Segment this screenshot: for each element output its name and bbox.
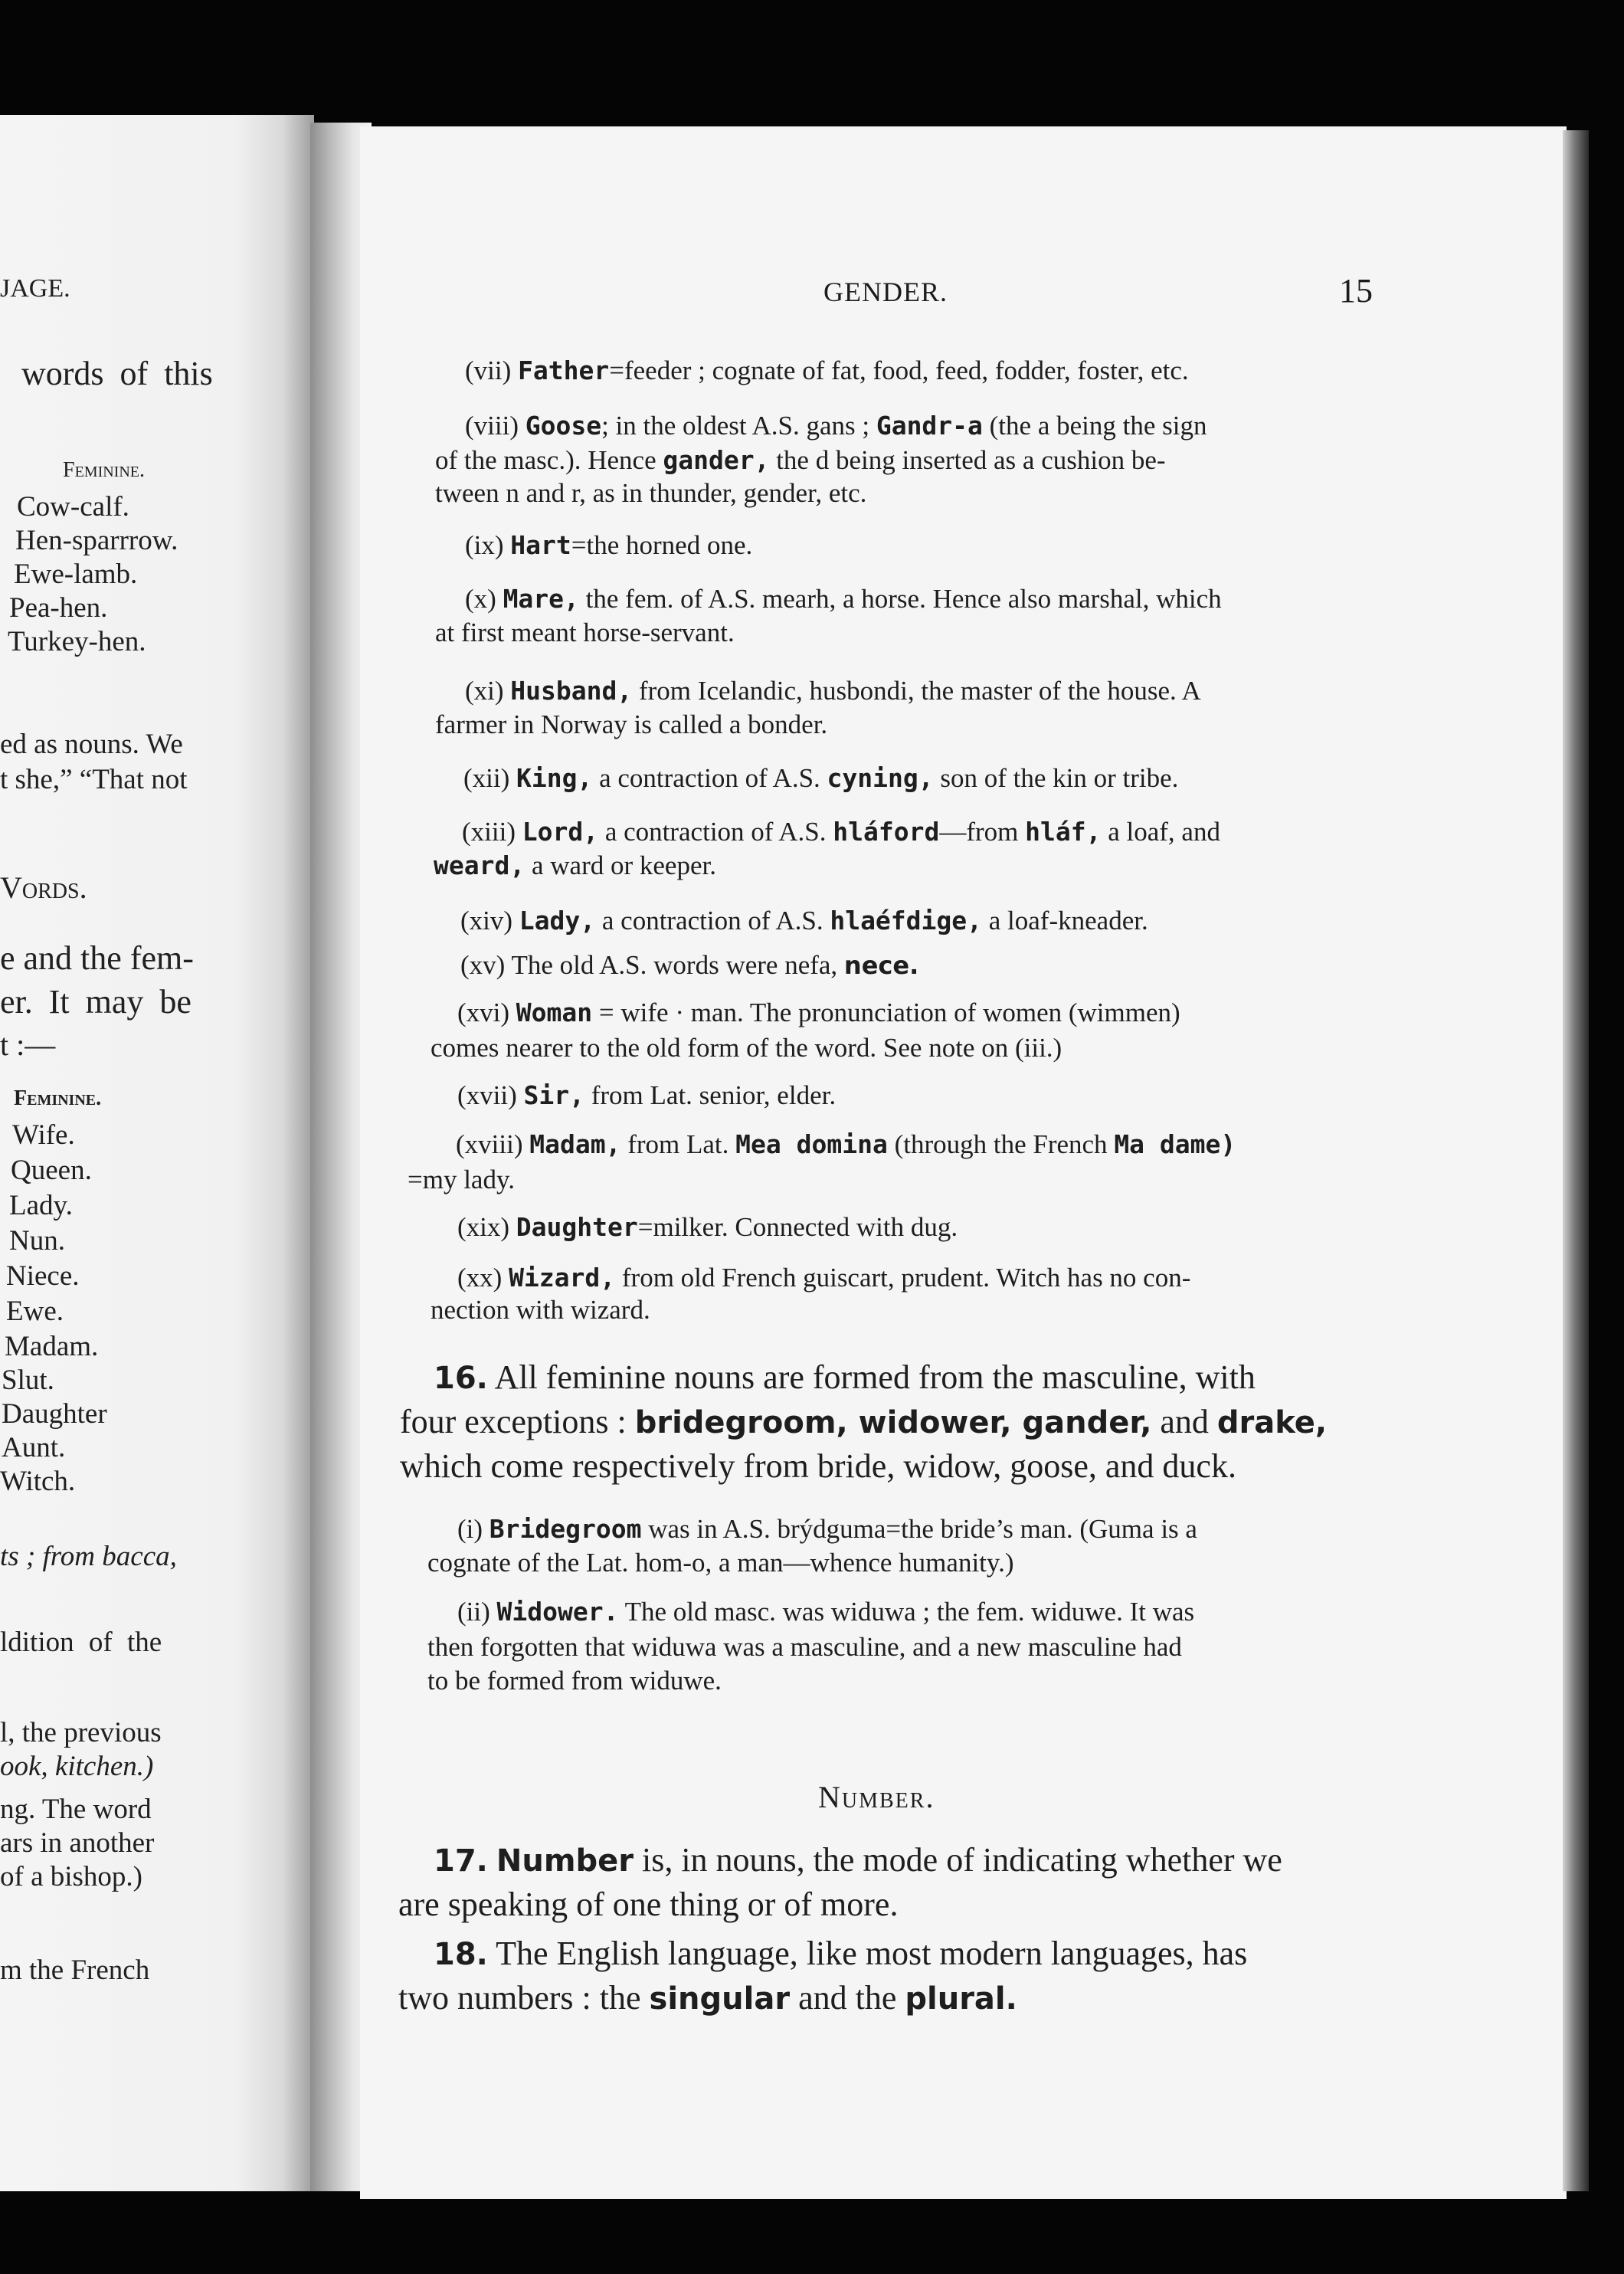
left-line: ed as nouns. We — [0, 729, 183, 760]
paragraph-18: 18. The English language, like most modern languages, has — [434, 1935, 1248, 1972]
left-line: l, the previous — [0, 1717, 162, 1748]
left-line: Ewe. — [6, 1296, 64, 1327]
left-line: Niece. — [6, 1260, 80, 1292]
left-line: Daughter — [2, 1398, 107, 1430]
note-x: (x) Mare, the fem. of A.S. mearh, a horse. Hence also marshal, which — [465, 584, 1222, 614]
left-line: ng. The word — [0, 1794, 152, 1825]
left-line: Pea-hen. — [9, 592, 108, 624]
left-line: m the French — [0, 1955, 150, 1986]
left-line: Lady. — [9, 1190, 73, 1221]
note-x-line2: at first meant horse-servant. — [435, 618, 735, 647]
note-16-i: (i) Bridegroom was in A.S. brýdguma=the bride’s man. (Guma is a — [457, 1514, 1197, 1544]
left-line: JAGE. — [0, 274, 70, 303]
paragraph-18-line2: two numbers : the singular and the plural. — [398, 1979, 1017, 2017]
left-line: Hen-sparrrow. — [15, 525, 178, 556]
page-number: 15 — [1339, 272, 1373, 310]
note-xiv: (xiv) Lady, a contraction of A.S. hlaéfdige, a loaf-kneader. — [460, 906, 1148, 935]
paragraph-17-line2: are speaking of one thing or of more. — [398, 1886, 899, 1923]
note-xi-line2: farmer in Norway is called a bonder. — [435, 709, 828, 739]
note-viii: (viii) Goose; in the oldest A.S. gans ; Gandr-a (the a being the sign — [465, 411, 1207, 441]
left-line: Witch. — [0, 1466, 76, 1497]
note-viii-line2: of the masc.). Hence gander, the d being inserted as a cushion be- — [435, 445, 1166, 475]
paragraph-16-line3: which come respectively from bride, widow, goose, and duck. — [400, 1447, 1236, 1485]
left-line: Turkey-hen. — [8, 626, 146, 657]
left-line: ook, kitchen.) — [0, 1751, 154, 1782]
note-16-ii: (ii) Widower. The old masc. was widuwa ; the fem. widuwe. It was — [457, 1597, 1195, 1627]
left-line: Madam. — [5, 1331, 99, 1362]
note-xvi-line2: comes nearer to the old form of the word. See note on (iii.) — [431, 1033, 1062, 1063]
left-line: words of this — [21, 355, 213, 392]
note-xx-line2: nection with wizard. — [431, 1295, 650, 1325]
note-xvi: (xvi) Woman = wife · man. The pronunciation of women (wimmen) — [457, 998, 1180, 1027]
paragraph-17: 17. Number is, in nouns, the mode of indicating whether we — [434, 1841, 1282, 1879]
note-vii: (vii) Father=feeder ; cognate of fat, food, feed, fodder, foster, etc. — [465, 356, 1189, 385]
note-16-i-line2: cognate of the Lat. hom-o, a man—whence humanity.) — [427, 1548, 1014, 1578]
running-head: GENDER. — [823, 277, 948, 307]
left-line: Ewe-lamb. — [14, 559, 138, 590]
left-line: t :— — [0, 1027, 56, 1062]
note-xviii: (xviii) Madam, from Lat. Mea domina (through the French Ma dame) — [456, 1129, 1236, 1159]
note-ix: (ix) Hart=the horned one. — [465, 530, 753, 560]
left-line: Cow-calf. — [17, 491, 129, 523]
note-xiii-line2: weard, a ward or keeper. — [434, 850, 716, 880]
note-xii: (xii) King, a contraction of A.S. cyning, son of the kin or tribe. — [463, 763, 1179, 793]
left-line: ars in another — [0, 1827, 155, 1859]
left-line: ts ; from bacca, — [0, 1541, 177, 1572]
left-line: Queen. — [11, 1155, 92, 1186]
left-line: Feminine. — [63, 458, 145, 482]
left-line: er. It may be — [0, 983, 192, 1021]
term: Father — [518, 356, 610, 385]
paragraph-16: 16. All feminine nouns are formed from the masculine, with — [434, 1358, 1256, 1396]
left-line: Slut. — [2, 1365, 54, 1396]
left-line: Wife. — [12, 1119, 75, 1151]
left-line: Nun. — [9, 1225, 65, 1257]
note-viii-line3: tween n and r, as in thunder, gender, etc. — [435, 478, 867, 508]
paragraph-16-line2: four exceptions : bridegroom, widower, gander, and drake, — [400, 1403, 1328, 1440]
left-line: ldition of the — [0, 1627, 162, 1658]
section-heading: Number. — [818, 1780, 935, 1814]
left-line: e and the fem- — [0, 939, 194, 977]
note-xviii-line2: =my lady. — [408, 1165, 515, 1194]
page-edge — [1563, 130, 1589, 2191]
left-line: Feminine. — [14, 1086, 102, 1110]
left-facing-page — [0, 115, 314, 2191]
left-line: of a bishop.) — [0, 1861, 142, 1892]
note-xiii: (xiii) Lord, a contraction of A.S. hláford—from hláf, a loaf, and — [462, 817, 1220, 847]
note-xx: (xx) Wizard, from old French guiscart, prudent. Witch has no con- — [457, 1263, 1191, 1293]
left-line: Vords. — [0, 870, 87, 905]
note-xix: (xix) Daughter=milker. Connected with dug. — [457, 1212, 958, 1242]
note-xv: (xv) The old A.S. words were nefa, nece. — [460, 950, 919, 980]
left-line: Aunt. — [2, 1432, 66, 1463]
note-xvii: (xvii) Sir, from Lat. senior, elder. — [457, 1080, 837, 1110]
note-16-ii-line3: to be formed from widuwe. — [427, 1666, 722, 1696]
note-xi: (xi) Husband, from Icelandic, husbondi, the master of the house. A — [465, 676, 1201, 706]
note-16-ii-line2: then forgotten that widuwa was a masculine, and a new masculine had — [427, 1632, 1182, 1662]
left-line: t she,” “That not — [0, 764, 188, 795]
